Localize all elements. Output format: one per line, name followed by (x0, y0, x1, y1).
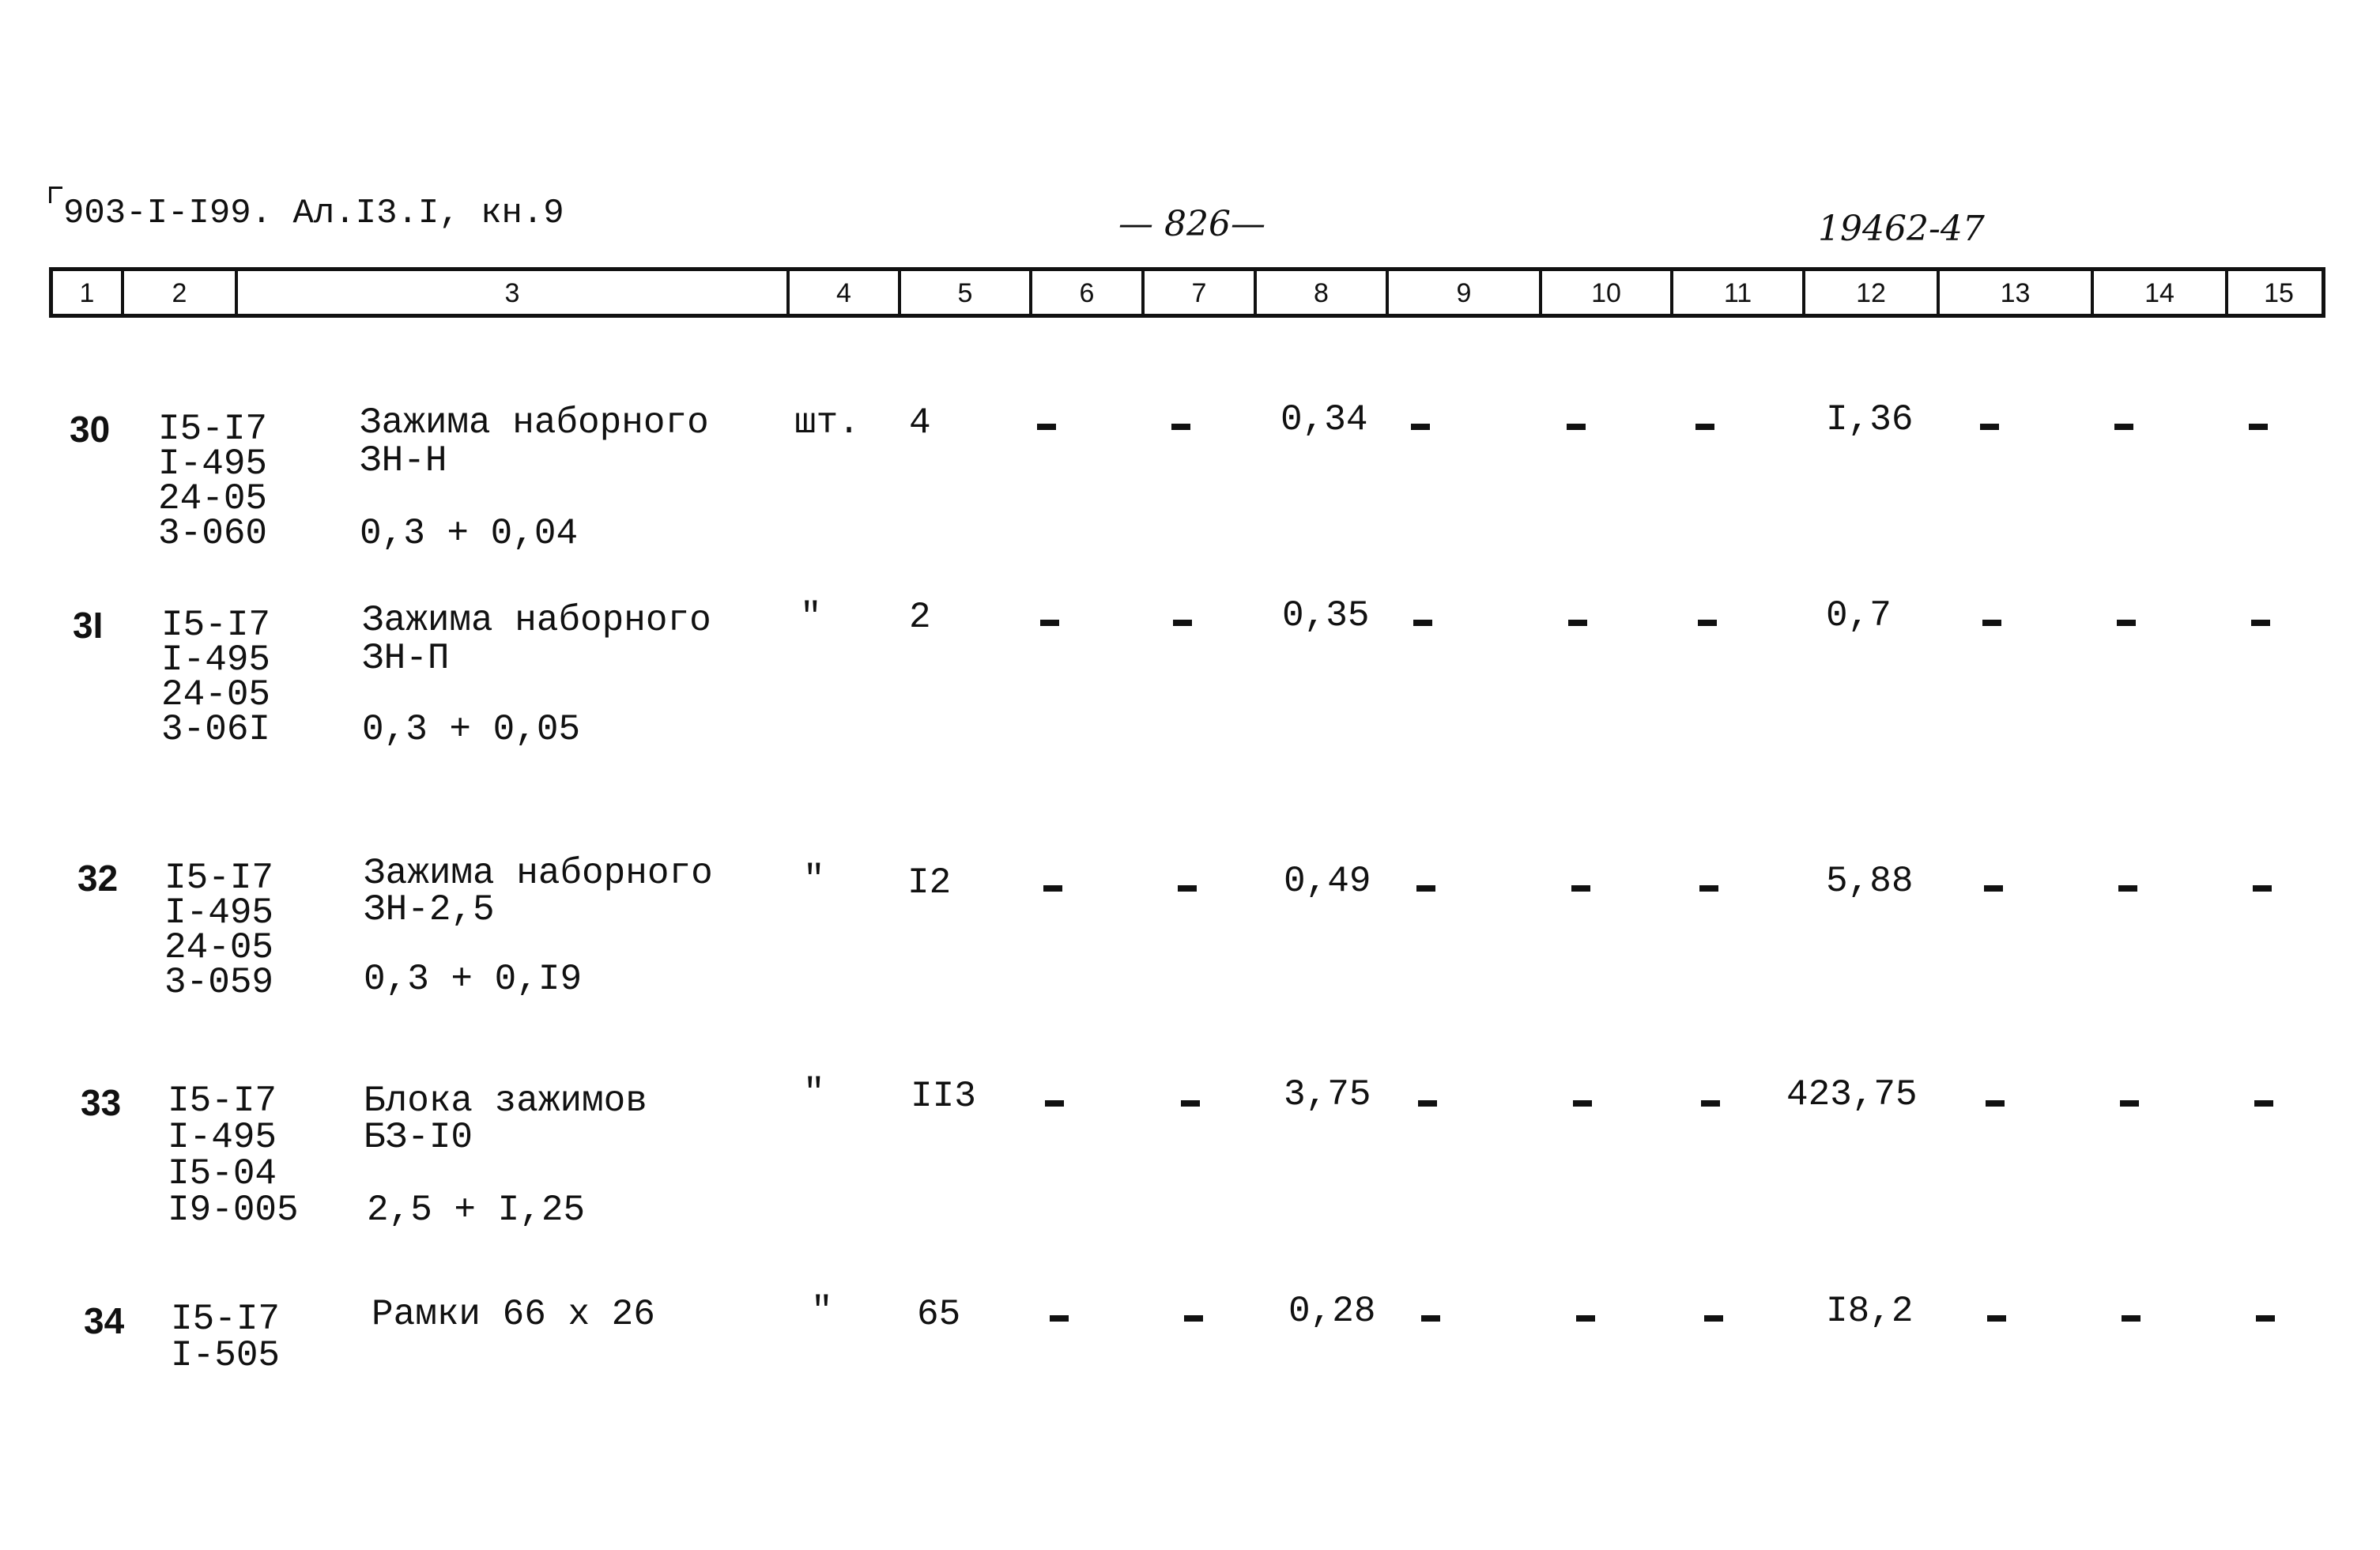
unit-weight: 0,35 (1282, 595, 1370, 636)
dash-mark (1982, 620, 2001, 626)
quantity: 65 (917, 1294, 961, 1335)
item-name: Блока зажимов (364, 1080, 647, 1122)
dash-mark (1043, 885, 1062, 892)
item-weight-formula: 0,3 + 0,I9 (364, 959, 583, 1000)
code-line: I5-I7 (168, 1080, 277, 1122)
dash-mark (1178, 885, 1197, 892)
total-weight: 5,88 (1826, 861, 1914, 902)
row-number: 33 (81, 1082, 122, 1123)
document-code: 903-I-I99. Ал.I3.I, кн.9 (63, 194, 564, 233)
dash-mark (2254, 1100, 2273, 1107)
archive-number: 19462-47 (1818, 209, 1985, 249)
dash-mark (1987, 1315, 2006, 1322)
dash-mark (1418, 1100, 1437, 1107)
unit-weight: 0,49 (1284, 861, 1371, 902)
unit-weight: 0,34 (1281, 399, 1368, 440)
dash-mark (2122, 1315, 2140, 1322)
column-number: 7 (1141, 271, 1254, 314)
corner-mark (49, 187, 62, 203)
item-weight-formula: 2,5 + I,25 (367, 1190, 586, 1231)
row-number: 30 (70, 409, 111, 450)
dash-mark (1699, 885, 1718, 892)
unit-weight: 3,75 (1284, 1074, 1371, 1115)
code-line: I5-I7 (158, 409, 268, 450)
code-line: I5-I7 (161, 605, 271, 646)
unit: " (803, 1073, 825, 1114)
row-number: 32 (77, 858, 119, 899)
column-number: 12 (1802, 271, 1937, 314)
dash-mark (1573, 1100, 1592, 1107)
total-weight: 423,75 (1786, 1074, 1918, 1115)
quantity: 2 (909, 597, 931, 638)
page-number: — 826— (1118, 204, 1265, 244)
quantity: I2 (907, 862, 952, 903)
dash-mark (2251, 620, 2270, 626)
item-weight-formula: 0,3 + 0,04 (360, 513, 579, 554)
code-line: I-495 (158, 443, 268, 485)
code-line: I5-I7 (171, 1299, 281, 1340)
column-number: 8 (1254, 271, 1386, 314)
unit: " (803, 859, 825, 900)
total-weight: 0,7 (1826, 595, 1892, 636)
dash-mark (1171, 424, 1190, 430)
code-line: 24-05 (161, 674, 271, 715)
code-line: I-495 (164, 892, 274, 933)
unit: " (811, 1291, 833, 1332)
unit: шт. (794, 402, 860, 443)
item-type: ЗН-2,5 (364, 889, 495, 930)
dash-mark (2256, 1315, 2275, 1322)
column-number: 10 (1539, 271, 1670, 314)
code-line: I5-I7 (164, 858, 274, 899)
column-number: 3 (235, 271, 786, 314)
dash-mark (1701, 1100, 1720, 1107)
dash-mark (1704, 1315, 1723, 1322)
unit-weight: 0,28 (1288, 1291, 1376, 1332)
dash-mark (2118, 885, 2137, 892)
dash-mark (1567, 424, 1586, 430)
column-number: 6 (1029, 271, 1141, 314)
code-line: 3-06I (161, 709, 271, 750)
column-number: 13 (1937, 271, 2091, 314)
dash-mark (1411, 424, 1430, 430)
column-number: 1 (79, 278, 95, 308)
dash-mark (1050, 1315, 1069, 1322)
code-line: I5-04 (168, 1153, 277, 1194)
item-name: Зажима наборного (360, 402, 709, 443)
total-weight: I,36 (1826, 399, 1914, 440)
code-line: 24-05 (164, 927, 274, 968)
code-line: 24-05 (158, 478, 268, 519)
column-number: 4 (786, 271, 898, 314)
row-number: 34 (84, 1300, 125, 1341)
column-number: 11 (1670, 271, 1802, 314)
dash-mark (1571, 885, 1590, 892)
dash-mark (1421, 1315, 1440, 1322)
dash-mark (1181, 1100, 1200, 1107)
column-number: 9 (1386, 271, 1539, 314)
dash-mark (1416, 885, 1435, 892)
item-type: ЗН-П (362, 638, 450, 679)
column-number: 14 (2091, 271, 2225, 314)
dash-mark (1045, 1100, 1064, 1107)
item-weight-formula: 0,3 + 0,05 (362, 709, 581, 750)
row-number: 3I (73, 605, 104, 646)
code-line: I-495 (161, 639, 271, 681)
dash-mark (1173, 620, 1192, 626)
item-name: Рамки 66 х 26 (372, 1294, 655, 1335)
dash-mark (1040, 620, 1059, 626)
code-line: I-495 (168, 1117, 277, 1158)
dash-mark (1698, 620, 1717, 626)
dash-mark (2249, 424, 2268, 430)
dash-mark (1568, 620, 1587, 626)
column-number-header (49, 267, 2325, 318)
dash-mark (1980, 424, 1999, 430)
code-line: 3-059 (164, 962, 274, 1003)
item-name: Зажима наборного (364, 853, 713, 894)
total-weight: I8,2 (1826, 1291, 1914, 1332)
column-number: 5 (898, 271, 1029, 314)
dash-mark (1576, 1315, 1595, 1322)
quantity: 4 (909, 402, 931, 443)
dash-mark (1184, 1315, 1203, 1322)
dash-mark (2253, 885, 2272, 892)
dash-mark (2114, 424, 2133, 430)
dash-mark (2117, 620, 2136, 626)
dash-mark (1695, 424, 1714, 430)
code-line: 3-060 (158, 513, 268, 554)
column-number: 15 (2225, 271, 2329, 314)
code-line: I-505 (171, 1335, 281, 1376)
item-type: ЗН-Н (360, 440, 447, 481)
item-name: Зажима наборного (362, 600, 711, 641)
dash-mark (1984, 885, 2003, 892)
item-type: БЗ-I0 (364, 1117, 473, 1158)
dash-mark (1037, 424, 1056, 430)
dash-mark (2120, 1100, 2139, 1107)
dash-mark (1413, 620, 1432, 626)
column-number: 2 (121, 271, 235, 314)
unit: " (800, 597, 822, 638)
code-line: I9-005 (168, 1190, 299, 1231)
dash-mark (1986, 1100, 2005, 1107)
quantity: II3 (911, 1076, 976, 1117)
